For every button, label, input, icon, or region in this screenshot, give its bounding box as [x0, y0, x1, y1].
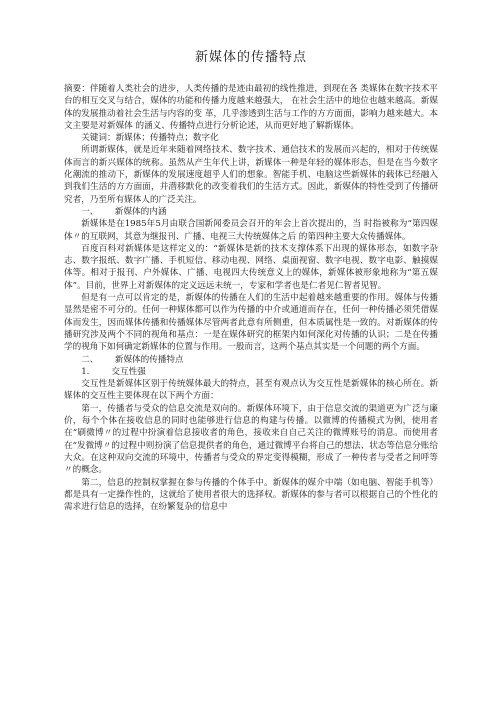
section-heading-2: [64, 354, 438, 366]
paragraph: 新媒体是在1985年5月由联合国新闻委员会召开的年会上首次提出的，当 时指被称为“第四媒体〃的互联网，其意为继报刊、广播、电视三大传统媒体之后 的第四种主要大众传播媒体。: [64, 219, 438, 242]
section-number: 一、: [81, 206, 99, 217]
intro-paragraph: 所谓新媒体，就是近年来随着网络技术、数字技术、通信技术的发展而兴起的，相对于传统媒体而言的新兴媒体的统称。虽然从产生年代上讲，新媒体一种是年轻的媒体形态，但是在当今数字化潮流的推动下，新媒体的发展速度超乎人们的想象。智能手机、电脑这些新媒体的载体已经融入到我们生活的方方面面，并潜移默化的改变着我们的生活方式。因此，新媒体的特性受到了传播研究者，乃至所有媒体人的广泛关注。: [64, 145, 438, 205]
section-title: 新媒体的内涵: [114, 206, 167, 217]
section-title: 新媒体的传播特点: [114, 354, 184, 365]
document-title: 新媒体的传播特点: [194, 50, 307, 65]
paragraph: 第二，信息的控制权掌握在参与传播的个体手中。新媒体的媒介中端（如电脑、智能手机等）都是具有一定操作性的，这就给了使用者很大的选择权。新媒体的参与者可以根据自己的个性化的需求进行信息的选择，在纷繁复杂的信息中: [64, 477, 438, 513]
document-body: [64, 83, 438, 513]
paragraph: 第一，传播者与受众的信息交流是双向的。新媒体环境下，由于信息交流的渠道更为广泛与廉价，每个个体在接收信息的同时也能够进行信息的构建与传播。以微博的传播模式为例，使用者在“刷微博〃的过程中扮演着信息接收者的角色，接收来自自己关注的微博账号的消息。而使用者在“发微博〃的过程中则扮演了信息提供者的角色，通过微博平台将自己的想法、状态等信息分账给大众。在这种双向交流的环境中，传播者与受众的界定变得模糊，形成了一种传者与受者之间呼等〃的概念。: [64, 403, 438, 476]
keywords-line: 关键词：新媒体；传播特点；数字化: [81, 133, 219, 144]
section-number: 二、: [81, 354, 99, 365]
subsection-number: 1.: [81, 366, 90, 377]
section-heading-1: [64, 206, 438, 218]
paragraph: 但是有一点可以肯定的是，新媒体的传播在人们的生活中起着越来越重要的作用。媒体与传播显然是密不可分的。任何一种媒体都可以作为传播的中介或通道而存在，任何一种传播必须凭借媒体而发生，因而媒体传播和传播媒体尽管两者此意有所侧重，但本质属性是一致的。对新媒体的传播研究涉及两个不同的视角和基点：一是在媒体研究的框架内如何深化对传播的认识；二是在传播学的视角下如何确定新媒体的位置与作用。一般而言，这两个基点其实是一个问题的两个方面。: [64, 293, 438, 353]
subsection-heading: [64, 366, 438, 378]
paragraph: 交互性是新媒体区别于传统媒体最大的特点，甚至有观点认为交互性是新媒体的核心所在。新媒体的交互性主要体现在以下两个方面：: [64, 379, 438, 402]
abstract-paragraph: 摘要：伴随着人类社会的进步，人类传播的是迹由最初的线性推进，到现在各 类媒体在数字技术平台的相互交叉与结合，媒体的功能和传播力度越来越强大， 在社会生活中的地位也越来越高。新媒体的发展推动着社会生活与内容的变 革，几乎渗透到生活与工作的方方面面，影响力越来越大。本文主要是对新媒体 的涵义、传播特点进行分析论述，从而更好地了解新媒体。: [64, 84, 438, 131]
paragraph: 百度百科对新媒体是这样定义的：“新媒体是新的技术支撑体系下出现的媒体形态，如数字杂志、数字报纸、数字广播、手机短信、移动电视、网络、桌面视窗、数字电视、数字电影、触摸媒体等。相对于报刊、户外媒体、广播、电视四大传统意义上的媒体，新媒体被形象地称为“第五媒体”。目前，世界上对新媒体的定义远远未统一，专家和学者也是仁者见仁智者见智。: [64, 243, 438, 291]
subsection-title: 交互性强: [111, 366, 146, 377]
